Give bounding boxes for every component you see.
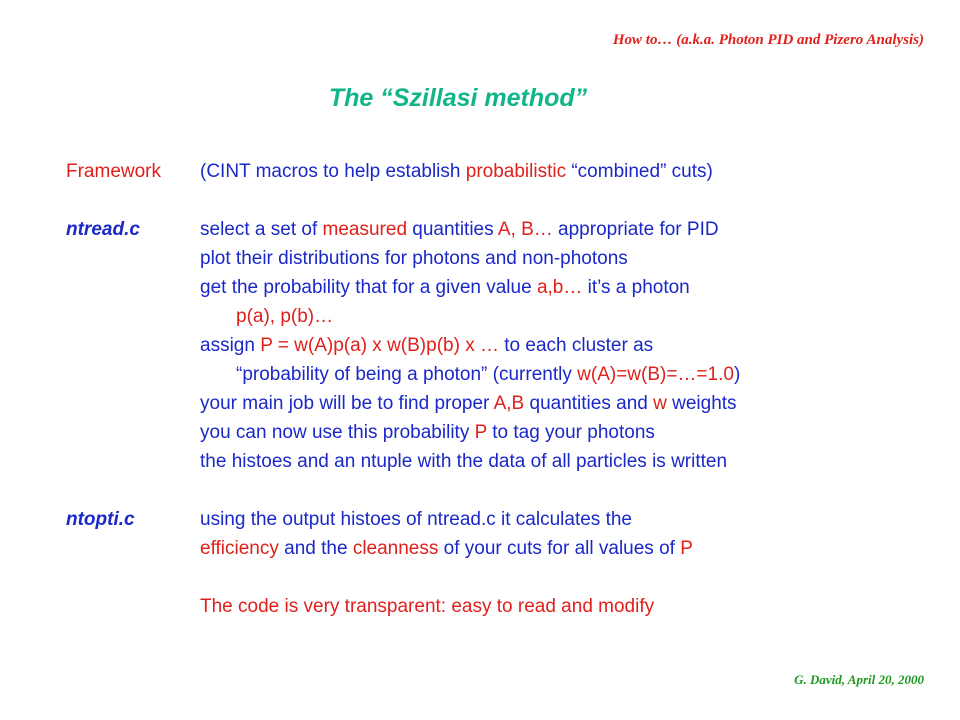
text-fragment: get the probability that for a given value [200,277,537,298]
slide-header: How to… (a.k.a. Photon PID and Pizero Analysis) [612,32,924,48]
text-fragment: quantities [407,219,498,240]
slide-title: The “Szillasi method” [328,84,588,112]
ntread-line [200,421,655,445]
framework-description [200,160,713,184]
text-fragment: using the output histoes of ntread.c it calculates the [200,509,632,530]
text-fragment: you can now use this probability [200,422,475,443]
text-fragment: probabilistic [465,161,567,182]
text-fragment: measured [322,219,408,240]
text-fragment: select a set of [200,219,323,240]
text-fragment: efficiency [200,538,279,559]
ntread-line [200,218,719,242]
ntread-line [200,392,737,416]
text-fragment: weights [666,393,737,414]
text-fragment: (CINT macros to help establish [200,161,466,182]
text-fragment: cleanness [352,538,439,559]
text-fragment: the histoes and an ntuple with the data of all particles is written [200,451,728,472]
ntopti-line [200,508,632,532]
ntread-line [200,334,653,358]
slide-footer: G. David, April 20, 2000 [794,672,924,687]
ntread-line [200,450,727,474]
text-fragment: P [474,422,487,443]
text-fragment: “probability of being a photon” (currently [236,364,578,385]
text-fragment: p(a), p(b)… [236,306,334,327]
text-fragment: appropriate for PID [552,219,719,240]
text-fragment: quantities and [524,393,654,414]
text-fragment: A, B… [497,219,553,240]
ntread-label: ntread.c [66,219,140,240]
text-fragment: of your cuts for all values of [438,538,681,559]
text-fragment: to each cluster as [498,335,654,356]
ntopti-line [200,537,693,561]
text-fragment: A,B [493,393,525,414]
text-fragment: w(A)=w(B)=…=1.0 [577,364,734,385]
ntread-line [200,247,628,271]
ntopti-label: ntopti.c [66,509,135,530]
ntread-line [236,363,740,387]
ntread-line [236,305,333,329]
text-fragment: w [653,393,667,414]
text-fragment: assign [200,335,261,356]
text-fragment: P [680,538,693,559]
text-fragment: ) [733,364,741,385]
ntread-line [200,276,690,300]
text-fragment: to tag your photons [486,422,655,443]
text-fragment: and the [278,538,353,559]
closing-note: The code is very transparent: easy to read and modify [200,596,655,617]
text-fragment: “combined” cuts) [566,161,713,182]
framework-label: Framework [66,161,162,182]
text-fragment: plot their distributions for photons and non-photons [200,248,628,269]
text-fragment: P = w(A)p(a) x w(B)p(b) x … [260,335,499,356]
text-fragment: it’s a photon [582,277,690,298]
text-fragment: a,b… [536,277,583,298]
text-fragment: your main job will be to find proper [200,393,494,414]
